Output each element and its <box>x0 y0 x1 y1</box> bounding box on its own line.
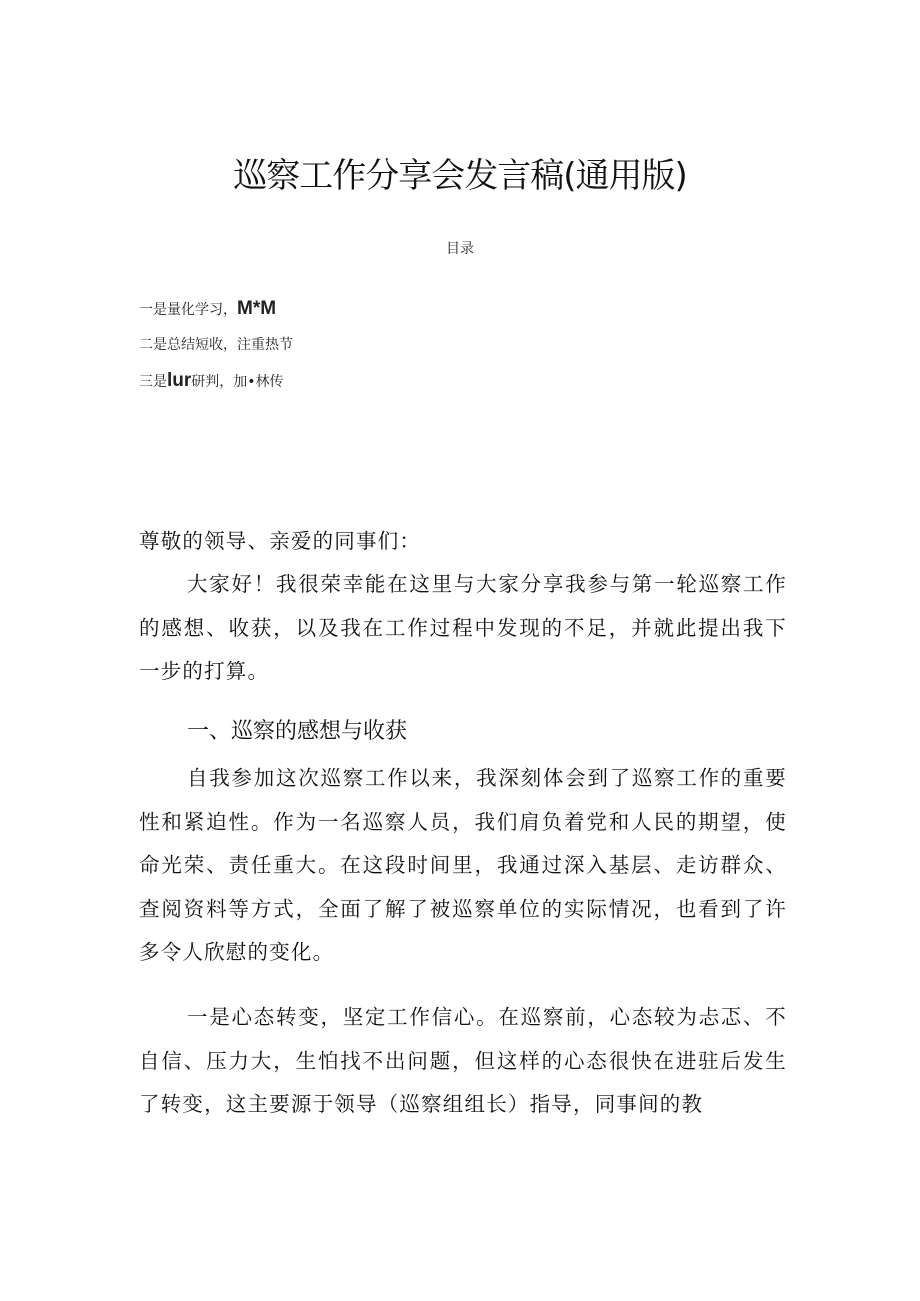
toc-item-text: 一是量化学习， <box>139 302 237 318</box>
paragraph-mindset: 一是心态转变，坚定工作信心。在巡察前，心态较为忐忑、不自信、压力大，生怕找不出问题，但这样的心态很快在进驻后发生了转变，这主要源于领导（巡察组组长）指导，同事间的教 <box>139 1005 787 1116</box>
section-heading: 一、巡察的感想与收获 <box>187 719 408 744</box>
toc-item-bold-text: lur <box>167 370 192 391</box>
toc-item <box>139 332 293 368</box>
toc-heading: 目录 <box>446 241 474 257</box>
toc-item <box>139 296 293 332</box>
paragraph-experience: 自我参加这次巡察工作以来，我深刻体会到了巡察工作的重要性和紧迫性。作为一名巡察人员，我们肩负着党和人民的期望，使命光荣、责任重大。在这段时间里，我通过深入基层、走访群众、查阅资料等方式，全面了解了被巡察单位的实际情况，也看到了许多令人欣慰的变化。 <box>139 766 787 964</box>
toc-item-text: 三是 <box>139 374 167 390</box>
paragraph-intro: 大家好！我很荣幸能在这里与大家分享我参与第一轮巡察工作的感想、收获，以及我在工作过程中发现的不足，并就此提出我下一步的打算。 <box>139 572 787 683</box>
table-of-contents <box>139 296 293 404</box>
toc-item <box>139 368 293 404</box>
toc-item-text-suffix: 研判，加•林传 <box>191 374 284 390</box>
salutation: 尊敬的领导、亲爱的同事们： <box>139 529 422 553</box>
toc-item-bold-text: M*M <box>237 298 277 319</box>
toc-item-text: 二是总结短收，注重热节 <box>139 337 293 353</box>
document-title: 巡察工作分享会发言稿(通用版) <box>233 156 687 196</box>
